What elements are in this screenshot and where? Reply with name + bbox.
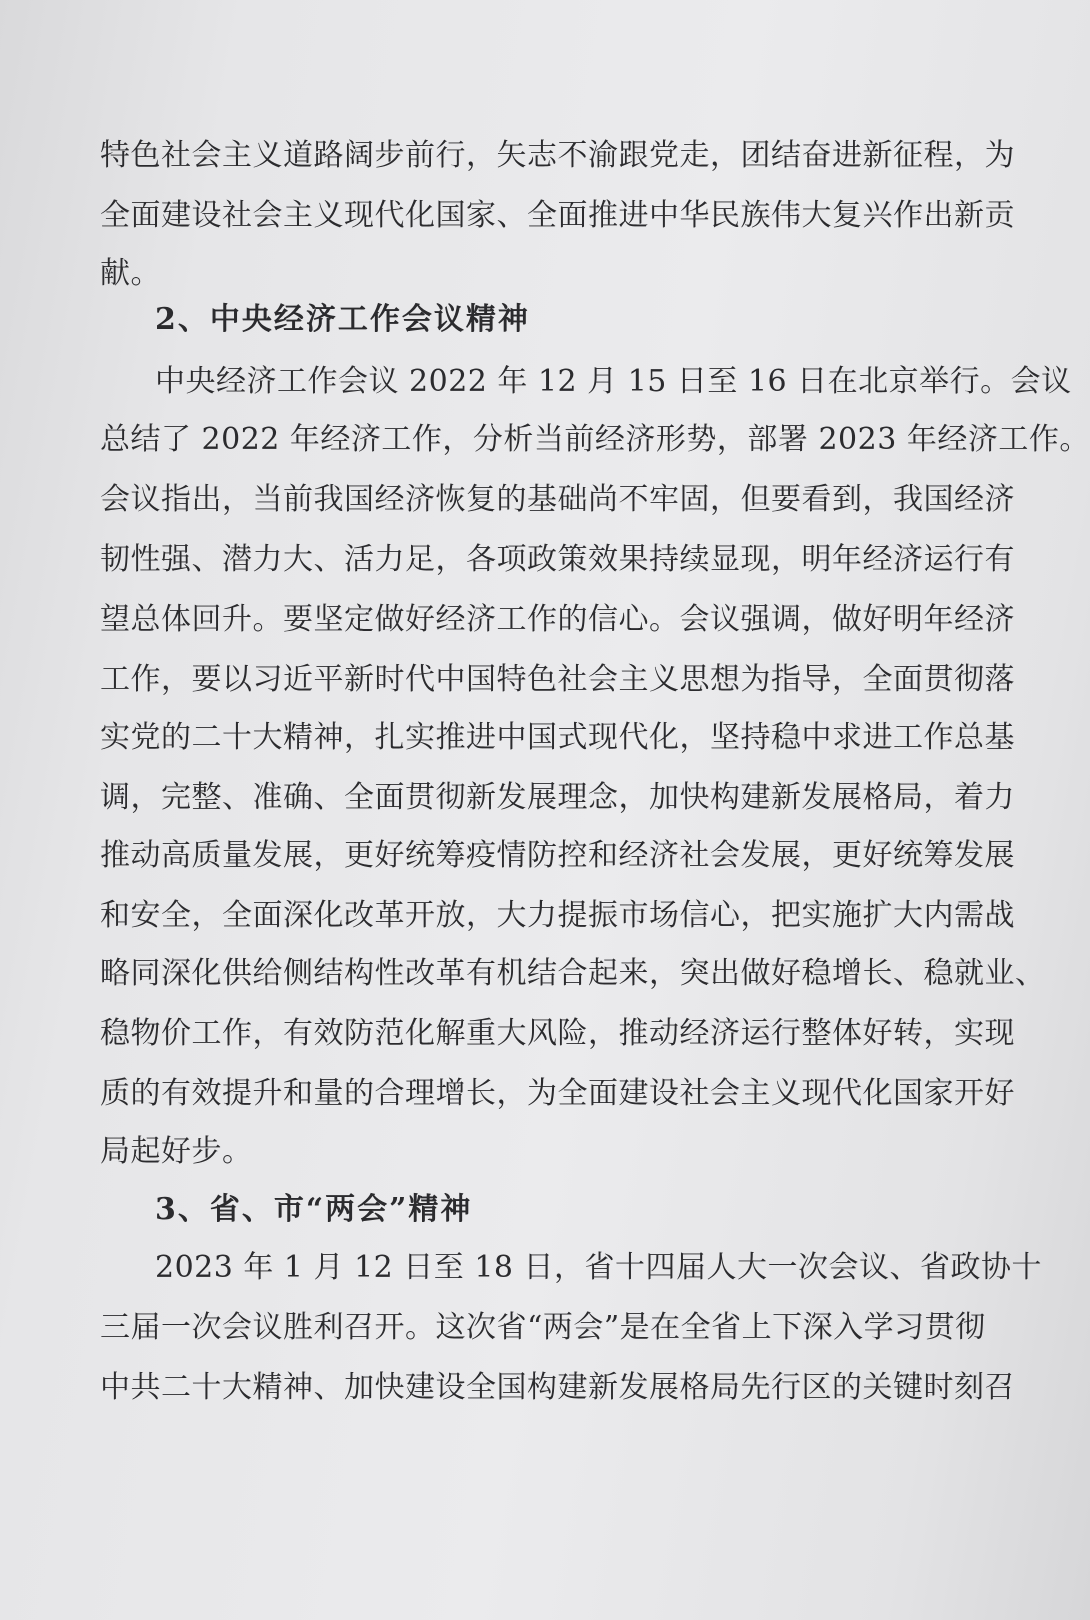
body-text-line: 特色社会主义道路阔步前行，矢志不渝跟党走，团结奋进新征程，为 [100, 138, 1015, 173]
body-text-line: 会议指出，当前我国经济恢复的基础尚不牢固，但要看到，我国经济 [100, 482, 1015, 517]
body-text-line: 略同深化供给侧结构性改革有机结合起来，突出做好稳增长、稳就业、 [100, 956, 1046, 991]
body-text-line: 全面建设社会主义现代化国家、全面推进中华民族伟大复兴作出新贡 [100, 198, 1015, 233]
body-text-line: 和安全，全面深化改革开放，大力提振市场信心，把实施扩大内需战 [100, 898, 1015, 933]
body-text-line: 中共二十大精神、加快建设全国构建新发展格局先行区的关键时刻召 [100, 1370, 1015, 1405]
section-heading-2: 2、中央经济工作会议精神 [155, 302, 530, 337]
body-text-line: 调，完整、准确、全面贯彻新发展理念，加快构建新发展格局，着力 [100, 780, 1015, 815]
section-heading-3: 3、省、市“两会”精神 [155, 1192, 473, 1227]
body-text-line: 局起好步。 [100, 1134, 253, 1169]
body-text-line: 望总体回升。要坚定做好经济工作的信心。会议强调，做好明年经济 [100, 602, 1015, 637]
body-text-line: 韧性强、潜力大、活力足，各项政策效果持续显现，明年经济运行有 [100, 542, 1015, 577]
body-text-line: 总结了 2022 年经济工作，分析当前经济形势，部署 2023 年经济工作。 [100, 422, 1090, 457]
body-text-line: 推动高质量发展，更好统筹疫情防控和经济社会发展，更好统筹发展 [100, 838, 1015, 873]
body-text-line: 实党的二十大精神，扎实推进中国式现代化，坚持稳中求进工作总基 [100, 720, 1015, 755]
body-text-line: 质的有效提升和量的合理增长，为全面建设社会主义现代化国家开好 [100, 1076, 1015, 1111]
body-text-line: 献。 [100, 256, 161, 291]
body-text-line: 2023 年 1 月 12 日至 18 日，省十四届人大一次会议、省政协十 [155, 1250, 1043, 1285]
body-text-line: 中央经济工作会议 2022 年 12 月 15 日至 16 日在北京举行。会议 [155, 364, 1072, 399]
body-text-line: 稳物价工作，有效防范化解重大风险，推动经济运行整体好转，实现 [100, 1016, 1015, 1051]
body-text-line: 工作，要以习近平新时代中国特色社会主义思想为指导，全面贯彻落 [100, 662, 1015, 697]
body-text-line: 三届一次会议胜利召开。这次省“两会”是在全省上下深入学习贯彻 [100, 1310, 986, 1345]
